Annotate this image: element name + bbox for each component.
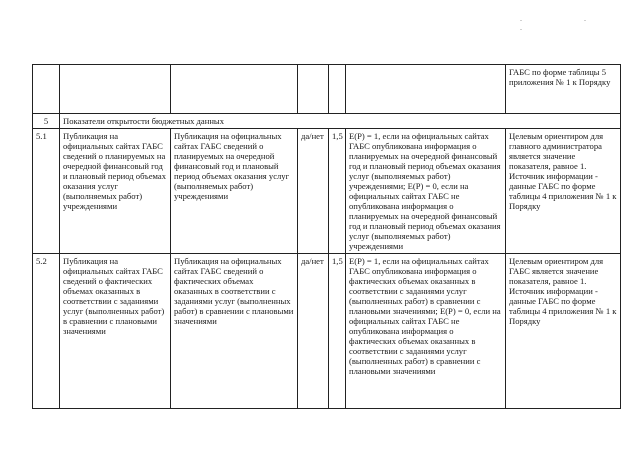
table-row <box>33 254 621 409</box>
indicators-table <box>32 64 621 409</box>
indicator-weight: 1,5 <box>329 129 346 254</box>
indicator-unit: да/нет <box>298 254 329 409</box>
indicator-notes: Целевым ориентиром для главного администратора является значение показателя, равное 1. Источник информации - данные ГАБС по форме таблицы 4 приложения № 1 к Порядку <box>506 129 621 254</box>
indicator-notes: Целевым ориентиром для ГАБС является значение показателя, равное 1. Источник информации - данные ГАБС по форме таблицы 4 приложения № 1 к Порядку <box>506 254 621 409</box>
indicator-name: Публикация на официальных сайтах ГАБС сведений о планируемых на очередной финансовый год и плановый период объемах оказания услуг (выполняемых работ) учреждениями <box>60 129 171 254</box>
indicator-description: Публикация на официальных сайтах ГАБС сведений о фактических объемах оказанных в соответствии с заданиями услуг (выполненных работ) в сравнении с плановыми значениями <box>171 254 298 409</box>
cell-empty <box>60 65 171 114</box>
indicator-description: Публикация на официальных сайтах ГАБС сведений о планируемых на очередной финансовый год и плановый период объемах оказания услуг (выполняемых работ) учреждениями <box>171 129 298 254</box>
indicator-formula: E(P) = 1, если на официальных сайтах ГАБС опубликована информация о фактических объемах оказанных в соответствии с заданиями услуг (выполненных работ) в сравнении с плановыми значениями; E(P) = 0, если на официальных сайтах ГАБС не опубликована информация о фактических объемах оказанных в соответствии с заданиями услуг (выполненных работ) в сравнении с плановыми значениями <box>346 254 506 409</box>
continuation-notes: ГАБС по форме таблицы 5 приложения № 1 к Порядку <box>506 65 621 114</box>
indicator-name: Публикация на официальных сайтах ГАБС сведений о фактических объемах оказанных в соответствии с заданиями услуг (выполненных работ) в сравнении с плановыми значениями <box>60 254 171 409</box>
row-number: 5.1 <box>33 129 60 254</box>
section-row <box>33 114 621 129</box>
continuation-row <box>33 65 621 114</box>
indicator-weight: 1,5 <box>329 254 346 409</box>
cell-empty <box>346 65 506 114</box>
scan-marks: . . . <box>520 14 616 32</box>
cell-empty <box>171 65 298 114</box>
section-number: 5 <box>33 114 60 129</box>
cell-empty <box>329 65 346 114</box>
section-title: Показатели открытости бюджетных данных <box>60 114 621 129</box>
indicator-formula: E(P) = 1, если на официальных сайтах ГАБС опубликована информация о планируемых на очередной финансовый год и плановый период объемах оказания услуг (выполняемых работ) учреждениями; E(P) = 0, если на официальных сайтах ГАБС не опубликована информация о планируемых на очередной финансовый год и плановый период объемах оказания услуг (выполняемых работ) учреждениями <box>346 129 506 254</box>
cell-empty <box>298 65 329 114</box>
indicator-unit: да/нет <box>298 129 329 254</box>
cell-empty <box>33 65 60 114</box>
row-number: 5.2 <box>33 254 60 409</box>
table-row <box>33 129 621 254</box>
